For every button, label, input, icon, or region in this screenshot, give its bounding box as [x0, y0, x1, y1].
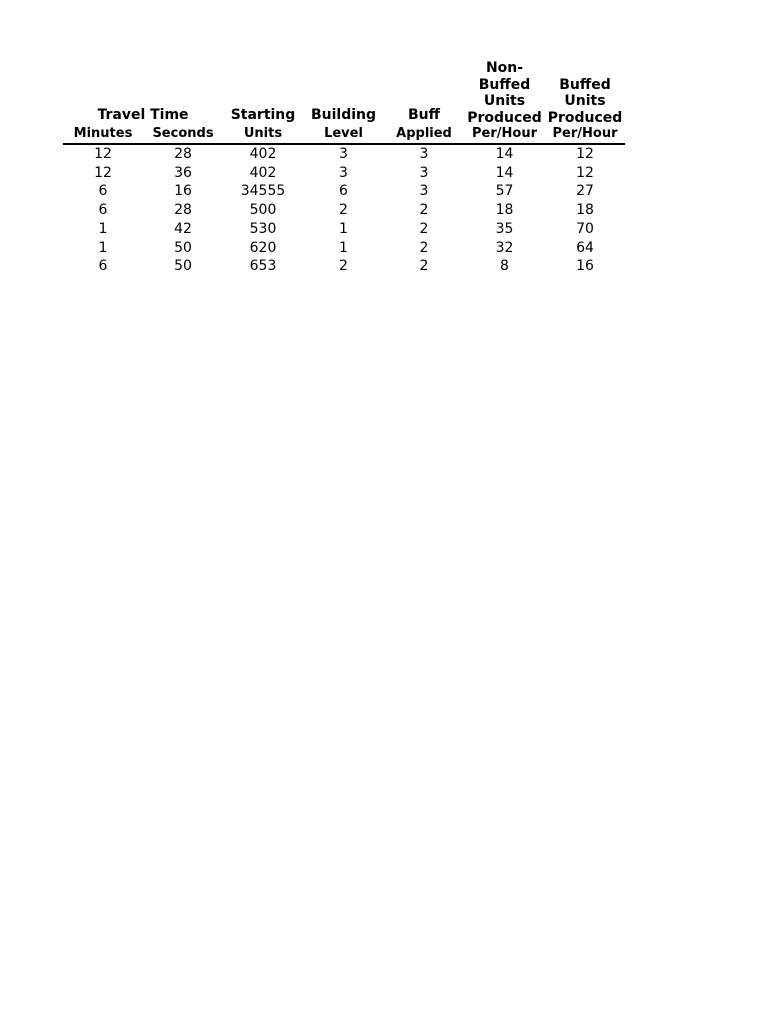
subheader-units: Units: [243, 126, 283, 141]
cell-buffed: 12: [576, 146, 594, 162]
cell-building-level: 6: [339, 183, 348, 200]
cell-minutes: 6: [98, 202, 108, 219]
header-buff: Buff: [408, 107, 440, 123]
cell-non-buffed: 14: [495, 164, 514, 181]
cell-buff-applied: 2: [419, 220, 429, 237]
header-non-buffed: Non- Buffed Units Produced: [467, 60, 542, 126]
cell-buffed: 16: [576, 258, 594, 275]
table-row: [0, 257, 768, 276]
cell-buff-applied: 3: [419, 183, 429, 200]
subheader-seconds: Seconds: [152, 126, 214, 141]
subheader-level: Level: [324, 126, 363, 141]
cell-starting-units: 500: [249, 202, 277, 219]
cell-buffed: 70: [576, 220, 594, 237]
cell-seconds: 42: [174, 220, 192, 237]
table-row: [0, 164, 768, 183]
cell-seconds: 50: [174, 258, 192, 275]
table-row: [0, 182, 768, 201]
cell-non-buffed: 14: [495, 146, 514, 162]
cell-minutes: 1: [98, 239, 108, 256]
cell-building-level: 2: [339, 202, 348, 219]
header-building: Building: [310, 107, 377, 123]
cell-building-level: 1: [339, 220, 348, 237]
cell-buff-applied: 2: [419, 202, 429, 219]
cell-buffed: 27: [576, 183, 594, 200]
table-row: [0, 239, 768, 258]
cell-starting-units: 653: [249, 258, 277, 275]
cell-seconds: 36: [174, 164, 192, 181]
table-row: [0, 201, 768, 220]
cell-buffed: 12: [576, 164, 594, 181]
cell-non-buffed: 8: [500, 258, 509, 275]
cell-non-buffed: 18: [495, 202, 514, 219]
cell-building-level: 3: [339, 164, 348, 181]
cell-buffed: 64: [576, 239, 594, 256]
cell-building-level: 2: [339, 258, 348, 275]
subheader-per-hour-non-buffed: Per/Hour: [472, 126, 537, 141]
cell-minutes: 6: [98, 258, 108, 275]
cell-starting-units: 402: [249, 146, 277, 162]
cell-starting-units: 620: [249, 239, 277, 256]
subheader-minutes: Minutes: [73, 126, 133, 141]
cell-starting-units: 34555: [240, 183, 286, 200]
cell-non-buffed: 57: [495, 183, 514, 200]
cell-non-buffed: 32: [495, 239, 514, 256]
cell-buff-applied: 3: [419, 164, 429, 181]
header-travel-time: Travel Time: [97, 107, 189, 123]
cell-seconds: 28: [174, 202, 192, 219]
cell-buff-applied: 2: [419, 258, 429, 275]
cell-minutes: 1: [98, 220, 108, 237]
subheader-applied: Applied: [396, 126, 452, 141]
cell-minutes: 6: [98, 183, 108, 200]
cell-starting-units: 402: [249, 164, 277, 181]
header-buffed: Buffed Units Produced: [547, 76, 623, 126]
cell-non-buffed: 35: [495, 220, 514, 237]
subheader-per-hour-buffed: Per/Hour: [552, 126, 618, 141]
cell-minutes: 12: [94, 164, 112, 181]
cell-minutes: 12: [94, 146, 112, 162]
cell-starting-units: 530: [249, 220, 277, 237]
table-row: [0, 145, 768, 164]
cell-seconds: 16: [174, 183, 192, 200]
cell-buff-applied: 2: [419, 239, 429, 256]
cell-buffed: 18: [576, 202, 594, 219]
cell-building-level: 3: [339, 146, 348, 162]
table-row: [0, 220, 768, 239]
header-starting: Starting: [230, 107, 296, 123]
cell-seconds: 28: [174, 146, 192, 162]
cell-building-level: 1: [339, 239, 348, 256]
cell-buff-applied: 3: [419, 146, 429, 162]
cell-seconds: 50: [174, 239, 192, 256]
